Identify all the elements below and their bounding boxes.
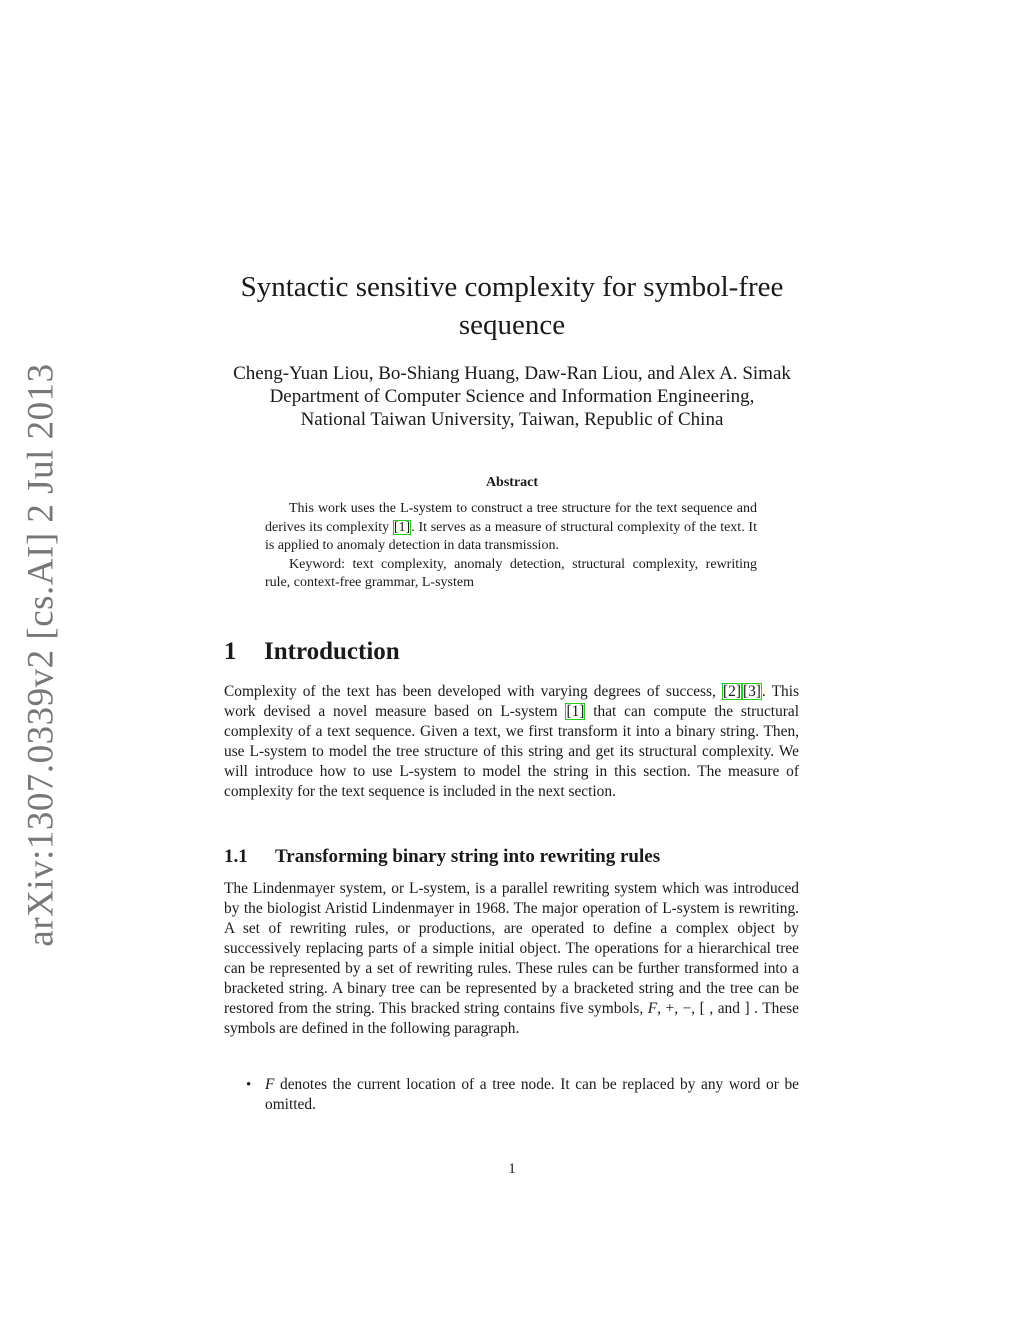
section-heading-introduction — [224, 638, 400, 666]
affiliation-line-1: Department of Computer Science and Information Engineering, — [269, 386, 755, 407]
abstract-heading: Abstract — [485, 475, 539, 490]
bullet-icon: • — [246, 1077, 252, 1093]
title-line-1: Syntactic sensitive complexity for symbol-free — [240, 271, 784, 303]
subsection-heading — [224, 846, 660, 868]
section-title: Introduction — [264, 638, 400, 665]
intro-text-a: Complexity of the text has been developed with varying degrees of success, — [224, 683, 723, 700]
title-line-2: sequence — [458, 309, 566, 341]
citation-link-3[interactable]: [3] — [742, 683, 761, 700]
citation-link-1b[interactable]: [1] — [566, 703, 585, 720]
author-list: Cheng-Yuan Liou, Bo-Shiang Huang, Daw-Ran Liou, and Alex A. Simak — [233, 363, 791, 384]
intro-paragraph — [224, 682, 799, 802]
lsystem-text-b: , +, −, [ , and ] . These symbols are defined in the following paragraph. — [224, 1000, 799, 1037]
paper-title — [210, 268, 814, 344]
symbol-f: F — [647, 1000, 658, 1017]
page-number: 1 — [508, 1161, 516, 1177]
lsystem-paragraph — [224, 879, 799, 1039]
abstract-paragraph — [265, 500, 757, 556]
affiliation-line-2: National Taiwan University, Taiwan, Republic of China — [300, 409, 724, 430]
bullet-item-text: denotes the current location of a tree node. It can be replaced by any word or be omitted. — [265, 1076, 799, 1113]
arxiv-identifier: arXiv:1307.0339v2 [cs.AI] 2 Jul 2013 — [20, 363, 62, 947]
abstract-text-b: . It serves as a measure of structural complexity of the text. It is applied to anomaly detection in data transmission. — [265, 519, 757, 553]
subsection-title: Transforming binary string into rewriting rules — [275, 846, 661, 867]
citation-link-2[interactable]: [2] — [723, 683, 741, 700]
subsection-number: 1.1 — [224, 846, 248, 867]
keywords-paragraph: Keyword: text complexity, anomaly detection, structural complexity, rewriting rule, context-free grammar, L-system — [265, 556, 757, 590]
citation-link-1[interactable]: [1] — [393, 519, 411, 535]
abstract-body — [265, 500, 757, 593]
intro-text-b: . This work devised a novel measure based on L-system — [224, 683, 799, 720]
bullet-symbol-f: F — [265, 1076, 275, 1093]
intro-text-c: that can compute the structural complexity of a text sequence. Given a text, we first transform it into a binary string. Then, use L-system to model the tree structure of this string and get its structural complexity. We will introduce how to use L-system to model the string in this section. The measure of complexity for the text sequence is included in the next section. — [224, 703, 800, 800]
author-block — [200, 362, 824, 431]
abstract-text-a: This work uses the L-system to construct a tree structure for the text sequence and derives its complexity — [265, 501, 757, 535]
bullet-item — [265, 1075, 799, 1115]
section-number: 1 — [224, 638, 237, 665]
lsystem-text-a: The Lindenmayer system, or L-system, is a parallel rewriting system which was introduced by the biologist Aristid Lindenmayer in 1968. The major operation of L-system is rewriting. A set of rewriting rules, or productions, are operated to define a complex object by successively replacing parts of a simple initial object. The operations for a hierarchical tree can be represented by a set of rewriting rules. These rules can be further transformed into a bracketed string. A binary tree can be represented by a bracketed string and the tree can be restored from the string. This bracked string contains five symbols, — [224, 880, 799, 1017]
